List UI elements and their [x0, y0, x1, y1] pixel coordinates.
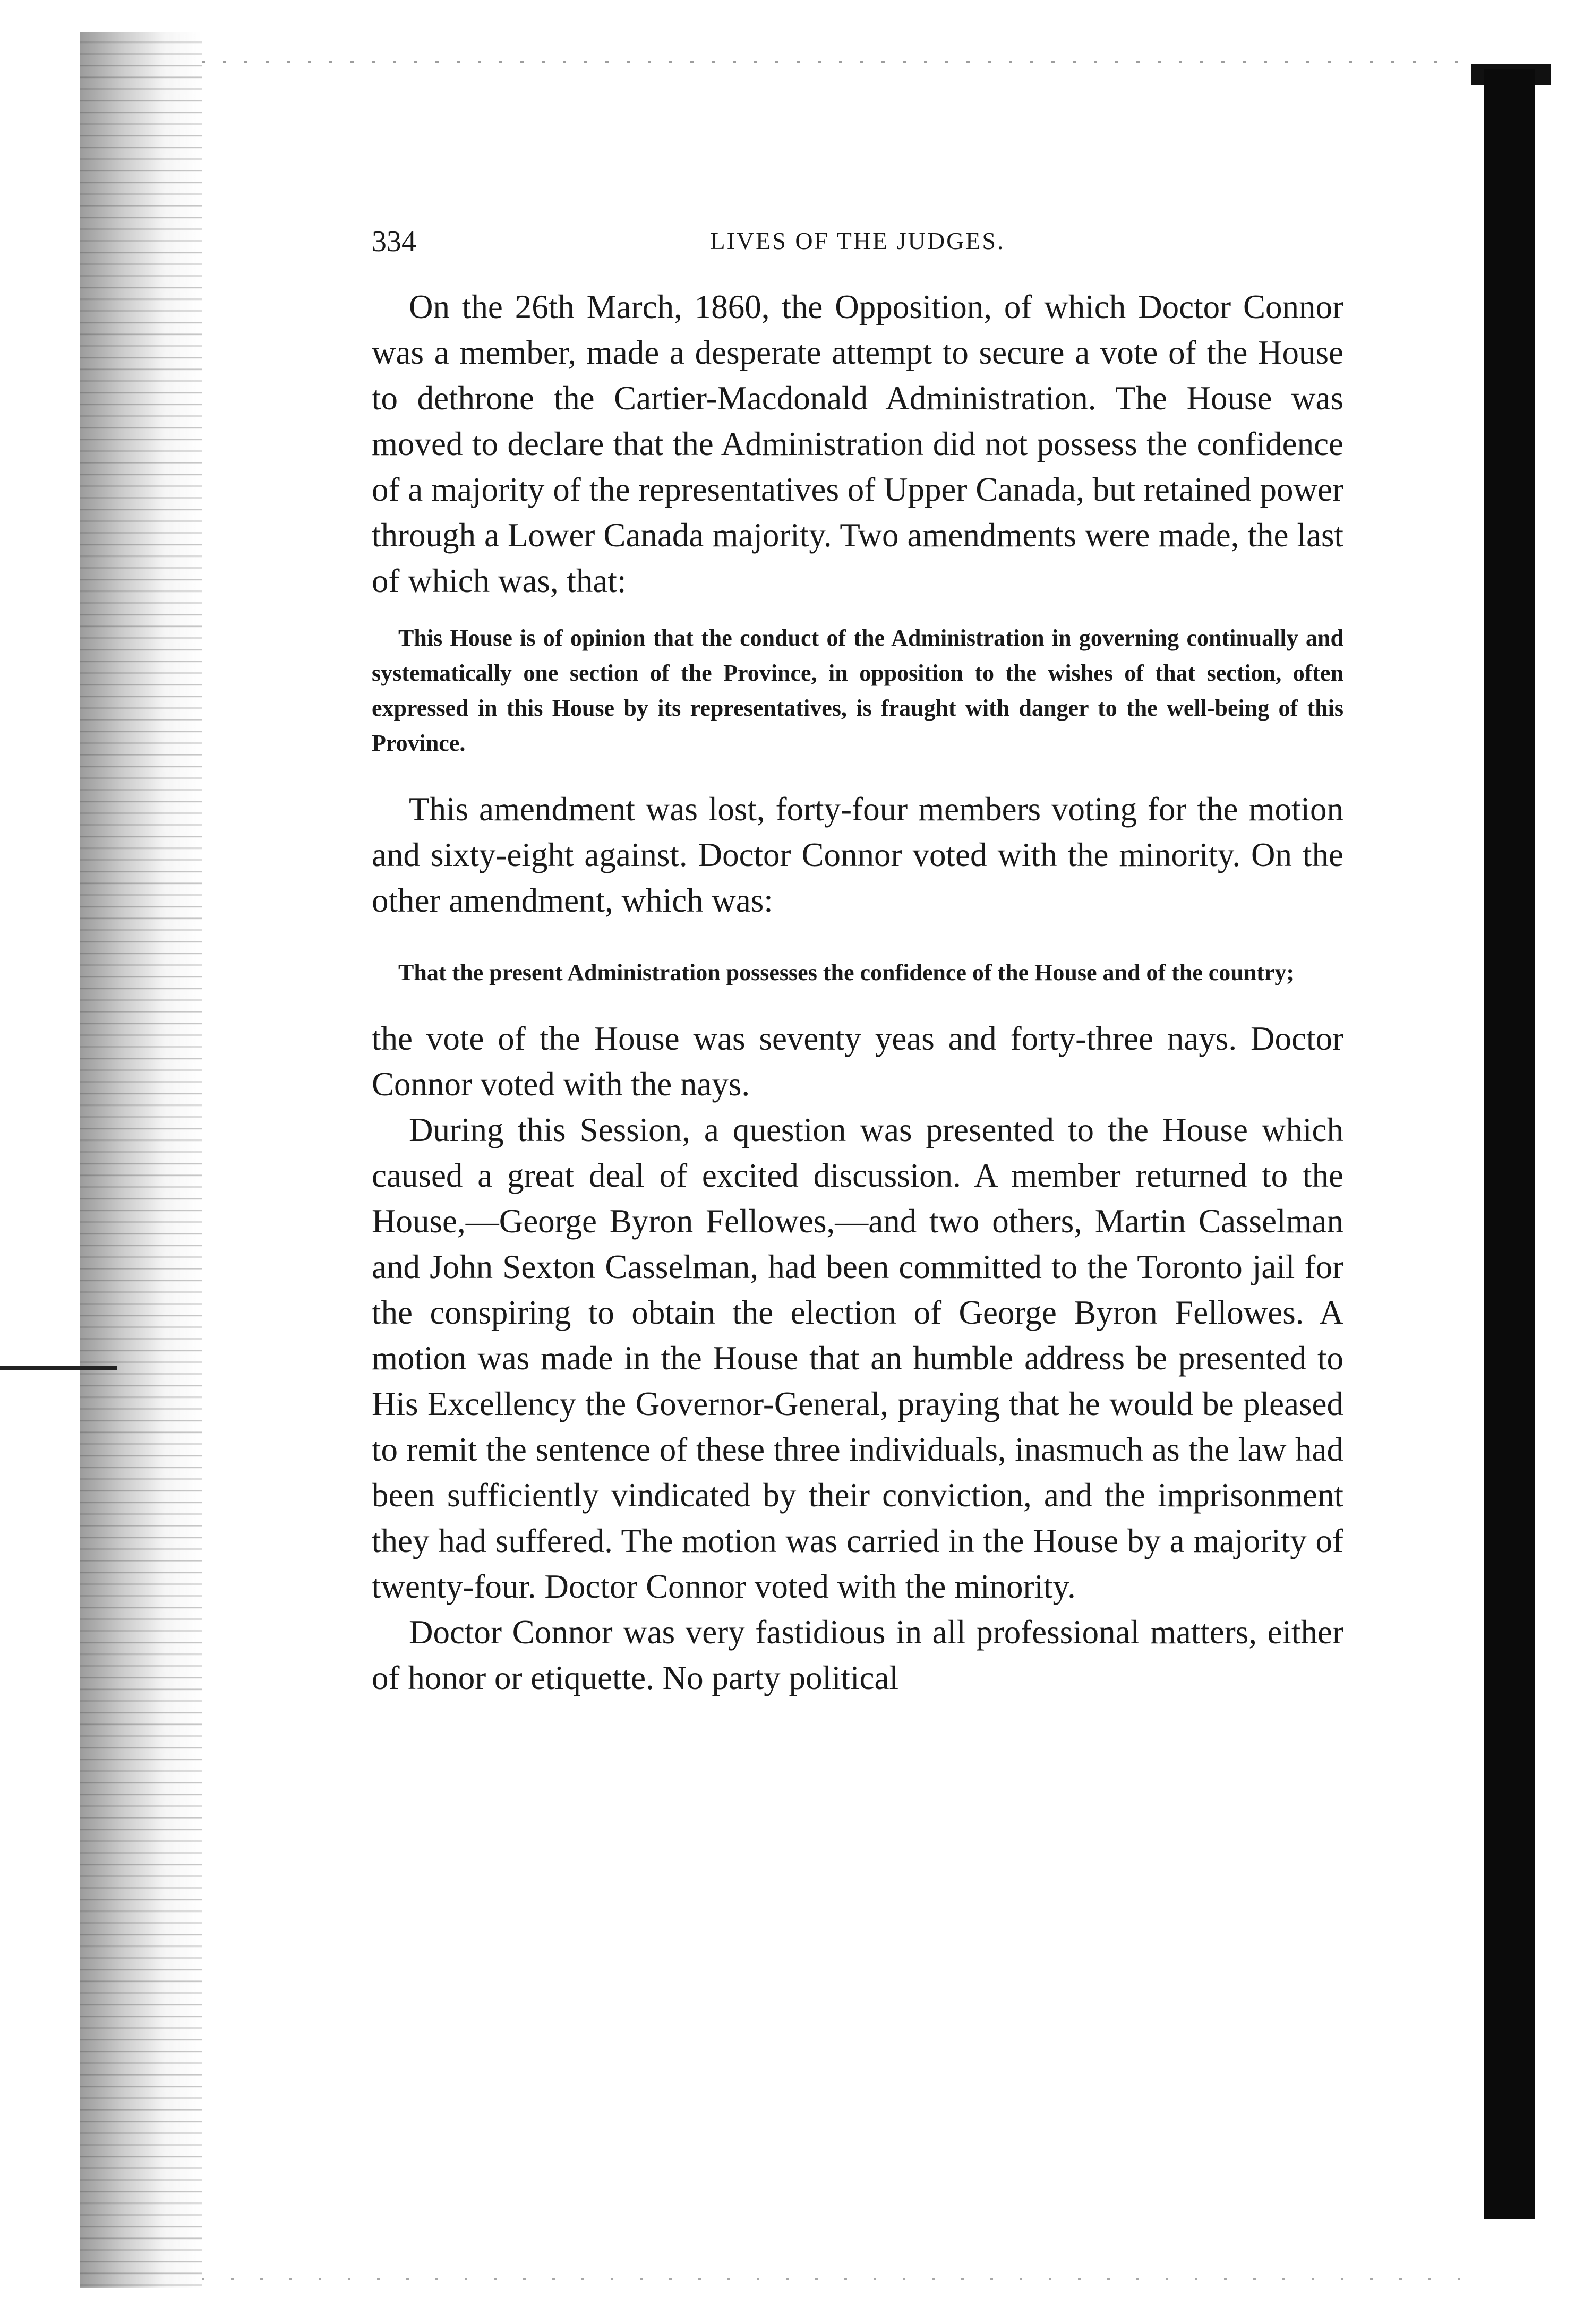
- block-quote-confidence: That the present Administration possesses the confidence of the House and of the country;: [398, 959, 1295, 985]
- scan-right-edge: [1484, 69, 1535, 2219]
- book-page: [372, 210, 1343, 1701]
- paragraph-session-question: During this Session, a question was presented to the House which caused a great deal of excited discussion. A member returned to the House,—George Byron Fellowes,—and two others, Martin Casselman and John Sexton Casselman, had been committed to the Toronto jail for the conspiring to obtain the election of George Byron Fellowes. A motion was made in the House that an humble address be presented to His Excellency the Governor-General, praying that he would be pleased to remit the sentence of these three individuals, inasmuch as the law had been sufficiently vindicated by their conviction, and the imprisonment they had suffered. The motion was carried in the House by a majority of twenty-four. Doctor Connor voted with the minority.: [372, 1111, 1343, 1605]
- scan-top-speckle: [202, 61, 1476, 63]
- page-header: [372, 210, 1343, 258]
- paragraph-amendment-lost: This amendment was lost, forty-four members voting for the motion and sixty-eight against. Doctor Connor voted with the minority. On the other amendment, which was:: [372, 791, 1343, 919]
- running-head: LIVES OF THE JUDGES.: [710, 227, 1005, 254]
- scan-binding-shadow: [80, 32, 202, 2288]
- paragraph-vote-result: the vote of the House was seventy yeas and forty-three nays. Doctor Connor voted with the nays.: [372, 1020, 1343, 1103]
- paragraph-fastidious: Doctor Connor was very fastidious in all professional matters, either of honor or etiquette. No party political: [372, 1614, 1343, 1696]
- page-number: 334: [372, 225, 416, 258]
- block-quote-amendment: This House is of opinion that the conduct of the Administration in governing continually and systematically one section of the Province, in opposition to the wishes of that section, often expressed in this House by its representatives, is fraught with danger to the well-being of this Province.: [372, 625, 1343, 756]
- scan-margin-rule: [0, 1366, 117, 1370]
- scan-bottom-speckle: [202, 2278, 1476, 2280]
- paragraph-opposition-vote: On the 26th March, 1860, the Opposition, of which Doctor Connor was a member, made a desperate attempt to secure a vote of the House to dethrone the Cartier-Macdonald Administration. The House was moved to declare that the Administration did not possess the confidence of a majority of the representatives of Upper Canada, but retained power through a Lower Canada majority. Two amendments were made, the last of which was, that:: [372, 288, 1343, 599]
